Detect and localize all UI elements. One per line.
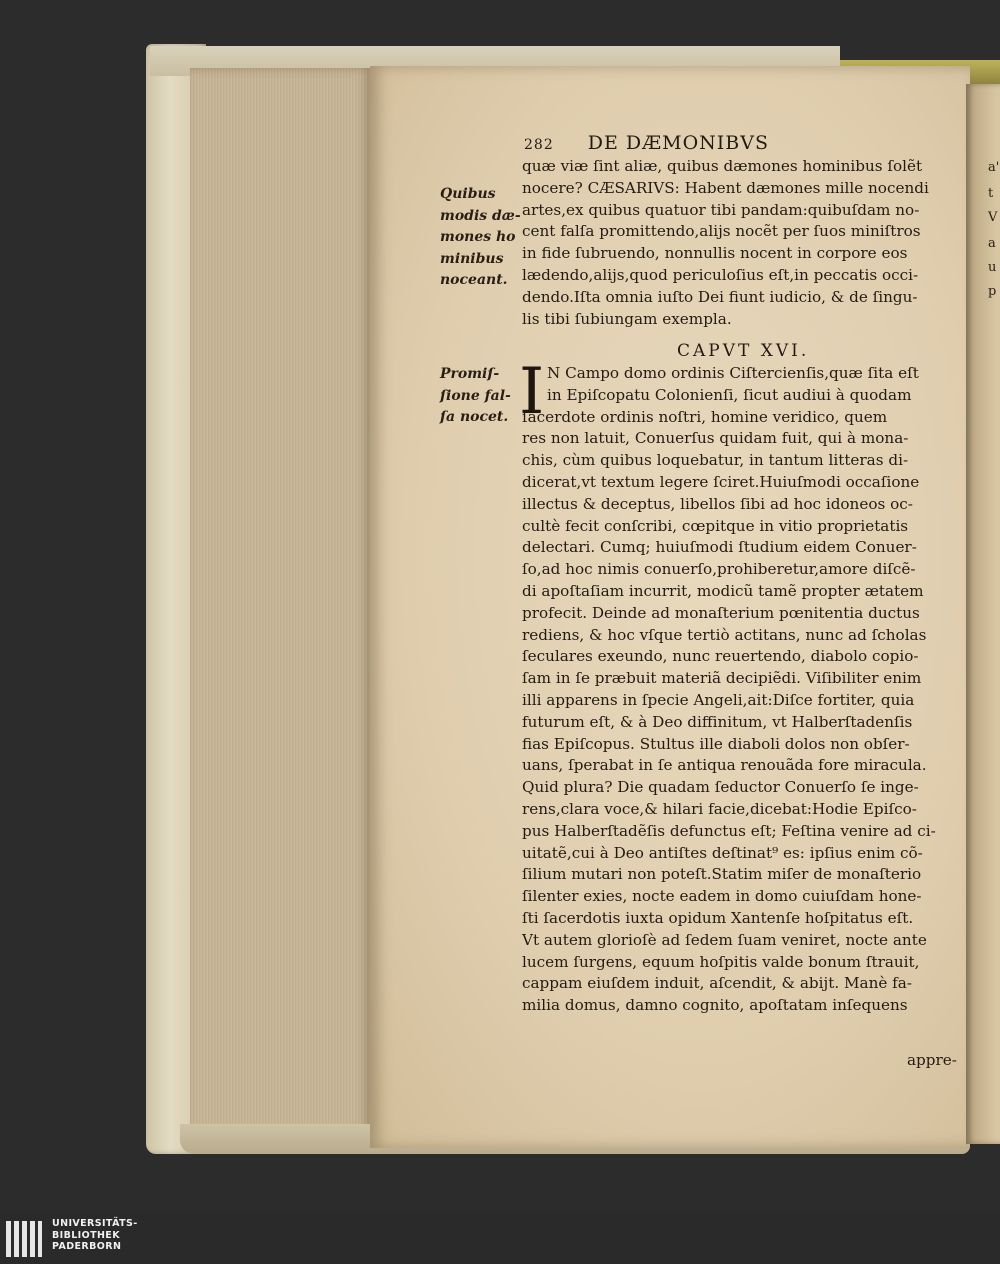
text-line: res non latuit, Conuerſus quidam fuit, qui à mona- — [522, 429, 909, 448]
margin-note-line: Promiſ- — [440, 366, 500, 382]
library-footer — [0, 1213, 1000, 1264]
margin-note-line: Quibus — [440, 186, 496, 202]
text-line: uans, ſperabat in ſe antiqua renouãda fore miracula. — [522, 756, 927, 775]
catchword: appre- — [907, 1051, 957, 1069]
text-line: rens,clara voce,& hilari facie,dicebat:Hodie Epiſco- — [522, 800, 917, 818]
text-line: cultè fecit conſcribi, cœpitque in vitio proprietatis — [522, 516, 909, 535]
text-line: ſilium mutari non poteſt.Statim miſer de monaſterio — [522, 865, 922, 884]
text-line: ſti ſacerdotis iuxta opidum Xantenſe hoſpitatus eſt. — [522, 909, 914, 927]
text-line: lis tibi ſubiungam exempla. — [522, 309, 732, 328]
text-line: ſeculares exeundo, nunc reuertendo, diabolo copio- — [522, 647, 919, 666]
text-line: chis, cùm quibus loquebatur, in tantum litteras di- — [522, 451, 909, 470]
text-line: quæ viæ ſint aliæ, quibus dæmones hominibus ſolẽt — [522, 157, 923, 175]
facing-page-fragment: t — [988, 186, 994, 201]
chapter-heading: CAPVT XVI. — [677, 341, 810, 361]
text-line: uitatẽ,cui à Deo antiſtes deſtinat⁹ es: ipſius enim cõ- — [522, 843, 923, 862]
text-line: lucem ſurgens, equum hoſpitis valde bonum ſtrauit, — [522, 952, 920, 971]
text-line: futurum eſt, & à Deo diffinitum, vt Halberſtadenſis — [522, 712, 913, 731]
page-number: 282 — [524, 137, 554, 153]
margin-note-line: ſa nocet. — [440, 409, 509, 425]
text-line: milia domus, damno cognito, apoſtatam inſequens — [522, 996, 908, 1015]
page-block-edge — [190, 68, 372, 1140]
text-line: cent falſa promittendo,alijs nocẽt per ſuos miniſtros — [522, 222, 921, 241]
text-line: ſo,ad hoc nimis conuerſo,prohiberetur,amore diſcẽ- — [522, 560, 916, 579]
margin-note-line: mones ho — [440, 229, 516, 245]
text-line: in Epiſcopatu Colonienſi, ſicut audiui à quodam — [547, 385, 912, 404]
running-head — [524, 132, 769, 154]
text-line: cappam eiuſdem induit, aſcendit, & abijt. Manè fa- — [522, 974, 912, 993]
text-line: N Campo domo ordinis Ciſtercienſis,quæ ſita eſt — [547, 364, 919, 382]
text-line: Quid plura? Die quadam ſeductor Conuerſo ſe inge- — [522, 778, 919, 797]
text-line: illi apparens in ſpecie Angeli,ait:Diſce fortiter, quia — [522, 691, 915, 709]
drop-cap: I — [519, 355, 545, 429]
text-line: artes,ex quibus quatuor tibi pandam:quibuſdam no- — [522, 200, 920, 219]
text-line: fias Epiſcopus. Stultus ille diaboli dolos non obſer- — [522, 734, 910, 753]
library-name-line: PADERBORN — [52, 1241, 122, 1252]
margin-note-line: noceant. — [440, 272, 508, 288]
margin-note-line: minibus — [440, 250, 504, 267]
text-line: in fide ſubruendo, nonnullis nocent in corpore eos — [522, 244, 908, 263]
library-logo-icon — [6, 1221, 46, 1257]
text-line: di apoſtaſiam incurrit, modicũ tamẽ propter ætatem — [522, 582, 924, 600]
text-line: Vt autem glorioſè ad ſedem ſuam veniret, nocte ante — [522, 930, 927, 949]
text-line: dendo.Iſta omnia iuſto Dei fiunt iudicio, & de ſingu- — [522, 287, 918, 306]
text-line: lædendo,alijs,quod periculoſius eſt,in peccatis occi- — [522, 266, 919, 284]
running-title: DE DÆMONIBVS — [587, 132, 769, 154]
margin-note-line: ſione fal- — [440, 387, 511, 404]
text-line: delectari. Cumq; huiuſmodi ſtudium eidem Conuer- — [522, 538, 917, 557]
facing-page-fragment: V — [988, 210, 998, 225]
text-line: ſilenter exies, nocte eadem in domo cuiuſdam hone- — [522, 887, 922, 906]
library-name-line: BIBLIOTHEK — [52, 1229, 120, 1241]
text-line: pus Halberſtadẽſis defunctus eſt; Feſtina venire ad ci- — [522, 821, 936, 840]
text-line: dicerat,vt textum legere ſciret.Huiuſmodi occaſione — [522, 473, 920, 491]
margin-note-line: modis dæ- — [440, 207, 521, 224]
margin-note-quibus-modis — [440, 184, 521, 292]
text-line: profecit. Deinde ad monaſterium pœnitentia ductus — [522, 603, 920, 622]
library-name — [52, 1218, 138, 1253]
text-line: rediens, & hoc vſque tertiò actitans, nunc ad ſcholas — [522, 625, 927, 644]
text-line: illectus & deceptus, libellos ſibi ad hoc idoneos oc- — [522, 494, 913, 513]
text-line: ſacerdote ordinis noſtri, homine veridico, quem — [522, 407, 888, 426]
facing-page-fragment: u — [988, 260, 997, 275]
facing-page-fragment: p — [988, 284, 997, 299]
margin-note-promissione — [440, 364, 511, 429]
text-line: ſam in ſe præbuit materiã decipiẽdi. Viſibiliter enim — [522, 669, 922, 688]
library-name-line: UNIVERSITÄTS- — [52, 1218, 138, 1229]
facing-page-fragment: a' — [988, 160, 1000, 175]
facing-page-fragment: a — [988, 236, 996, 251]
text-line: nocere? CÆSARIVS: Habent dæmones mille nocendi — [522, 178, 929, 197]
